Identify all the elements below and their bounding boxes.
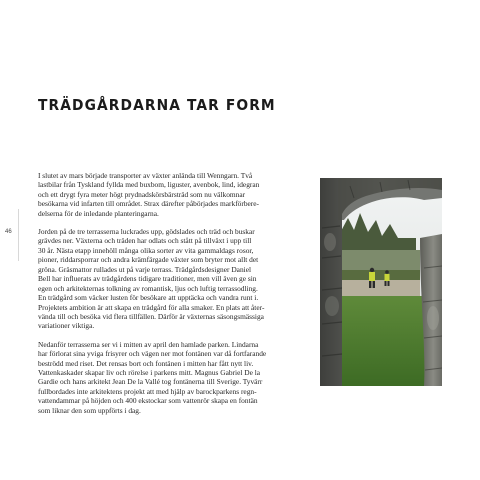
page-number: 46 <box>5 229 12 235</box>
page-title: TRÄDGÅRDARNA TAR FORM <box>38 96 276 114</box>
paragraph-terraces: Jorden på de tre terrasserna luckrades upp, gödslades och träd och buskar grävdes ner. Växterna och träden har odlats och stått på tillväxt i upp till 30 år. Nästa etapp innehöll många olika sorter av vita gammaldags rosor, pioner, riddarsporrar och andra krämfärgade växter som bryter mot allt det gröna. Gräsmattor rullades ut på varje terrass. Trädgårdsdesigner Daniel Bell har influerats av trädgårdens tidigare traditioner, men vill även ge sin egen och arkitekternas tolkning av romantisk, ljus och luftig terrassodling. En trädgård som väcker lusten för besökare att upptäcka och vandra runt i. Projektets ambition är att skapa en trädgård för alla smaker. En plats att åter- vända till och besöka vid flera tillfällen. Därför är växternas säsongsmässiga variationer viktiga. <box>38 226 265 331</box>
body-text <box>38 171 300 424</box>
paragraph-intro: I slutet av mars började transporter av växter anlända till Wenngarn. Två lastbilar från Tyskland fyllda med buxbom, liguster, avenbok, lind, idegran och ett drygt fyra meter högt prydnadskörsbärsträd som nu välkomnar besökarna vid infarten till området. Strax därefter påbörjades markförbere- delserna för de inledande planteringarna. <box>38 171 260 218</box>
margin-divider <box>18 209 19 261</box>
paragraph-park: Nedanför terrasserna ser vi i mitten av april den hamlade parken. Lindarna har förlorat sina yviga frisyrer och vägen ner mot fontänen var då fortfarande beströdd med riset. Det rensas bort och fontänen i mitten har fått nytt liv. Vattenkaskader skapar liv och rörelse i parkens mitt. Magnus Gabriel De la Gardie och hans arkitekt Jean De la Vallé tog fontänerna till Sverige. Tyvärr fullbordades inte arkitektens projekt att med hjälp av barockparkens regn- vattendammar på höjden och 400 ekstockar som vattenrör skapa en fontän som liknar den som uppförts i dag. <box>38 339 267 415</box>
garden-photo <box>320 178 442 386</box>
